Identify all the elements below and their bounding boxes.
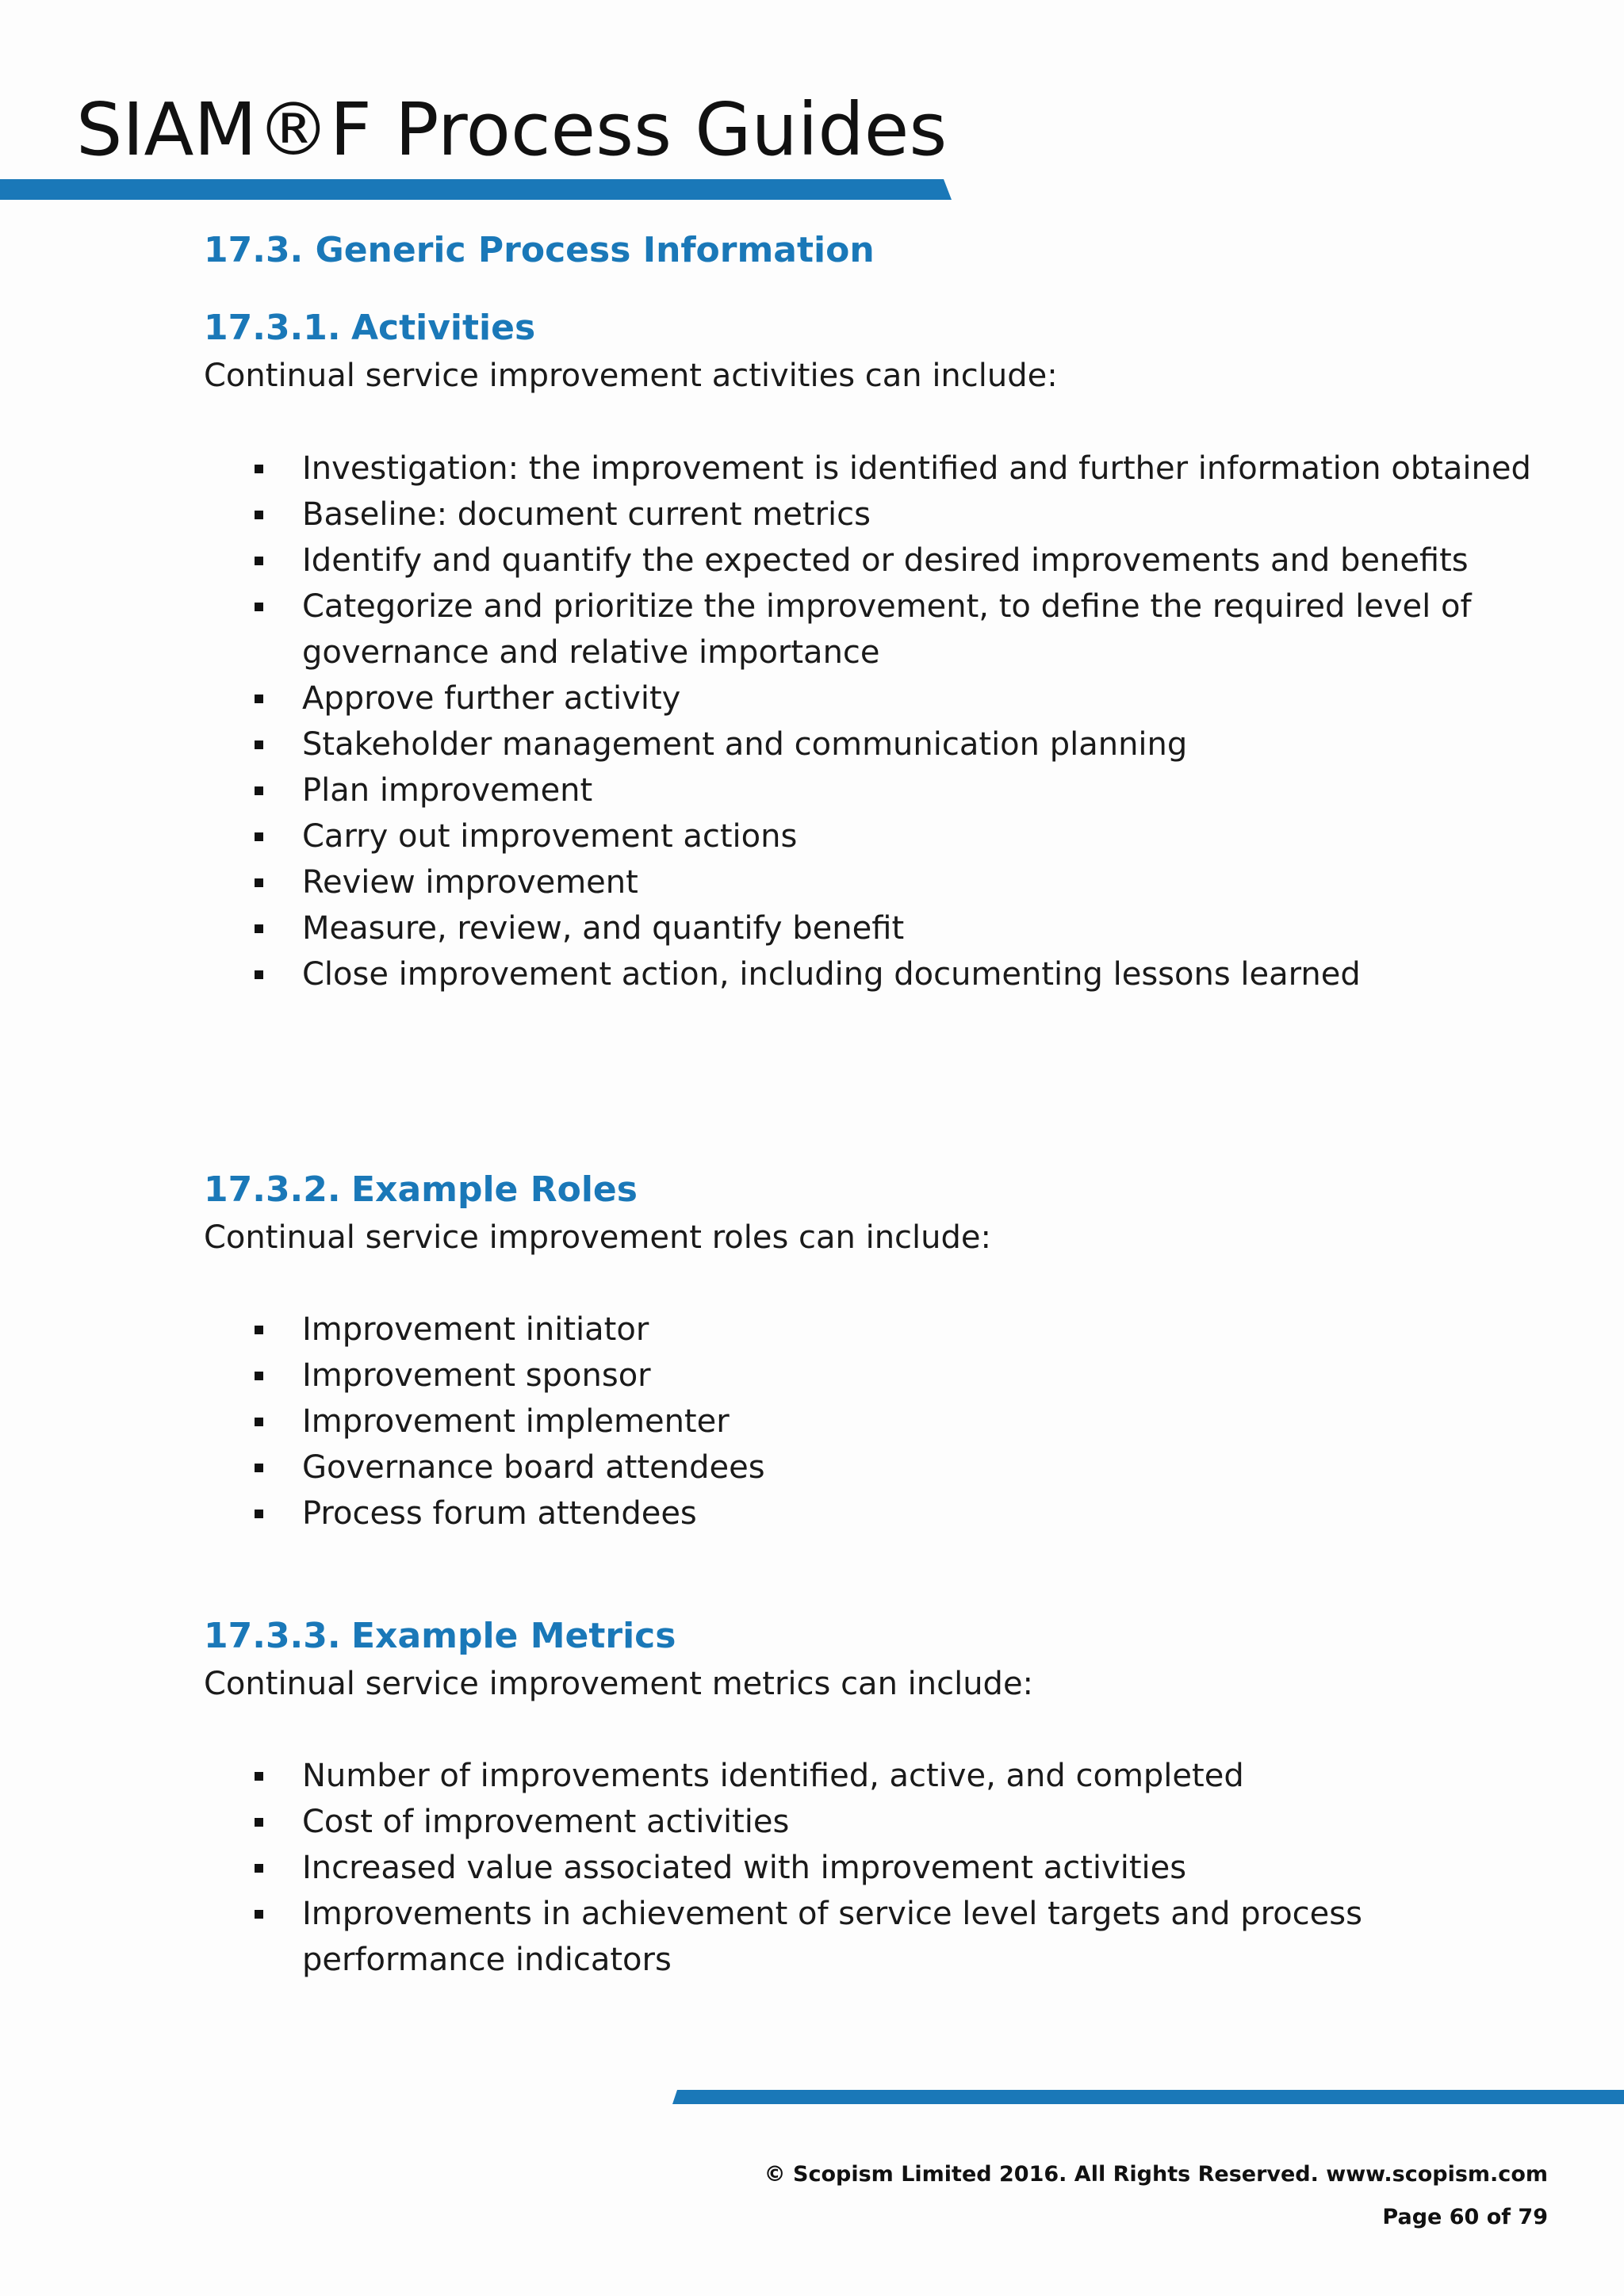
header-accent-bar: [0, 179, 952, 200]
list-item-text: Measure, review, and quantify benefit: [302, 910, 905, 947]
list-item-text: Investigation: the improvement is identified and further information obtained: [302, 450, 1531, 487]
activities-title: Activities: [351, 308, 536, 348]
list-item: [204, 1445, 1539, 1490]
list-item: [204, 1399, 1539, 1445]
list-item: [204, 492, 1539, 538]
document-title: SIAM®F Process Guides: [76, 87, 948, 172]
list-item-text: Approve further activity: [302, 680, 681, 717]
footer-page-number: Page 60 of 79: [1382, 2205, 1548, 2229]
list-item-text: Increased value associated with improvement activities: [302, 1850, 1187, 1886]
list-item-text: Improvement implementer: [302, 1403, 730, 1440]
square-bullet-icon: [255, 465, 263, 473]
square-bullet-icon: [255, 1772, 263, 1781]
list-item: [204, 1845, 1539, 1891]
square-bullet-icon: [255, 832, 263, 841]
list-item: [204, 584, 1539, 675]
list-item-text: Improvement sponsor: [302, 1357, 651, 1394]
square-bullet-icon: [255, 878, 263, 887]
square-bullet-icon: [255, 1372, 263, 1380]
list-item-text: Baseline: document current metrics: [302, 496, 871, 533]
roles-number: 17.3.2.: [204, 1169, 341, 1210]
square-bullet-icon: [255, 511, 263, 519]
list-item: [204, 1753, 1539, 1799]
square-bullet-icon: [255, 1864, 263, 1873]
square-bullet-icon: [255, 1418, 263, 1426]
metrics-number: 17.3.3.: [204, 1616, 341, 1656]
section-heading: 17.3. Generic Process Information: [204, 230, 875, 270]
list-item: [204, 859, 1539, 905]
square-bullet-icon: [255, 603, 263, 611]
footer-accent-bar: [672, 2090, 1624, 2104]
list-item: [204, 675, 1539, 721]
list-item: [204, 721, 1539, 767]
square-bullet-icon: [255, 1510, 263, 1518]
list-item: [204, 1307, 1539, 1353]
square-bullet-icon: [255, 786, 263, 795]
list-item-text: Categorize and prioritize the improvement, to define the required level of governance and relative importance: [302, 588, 1472, 671]
square-bullet-icon: [255, 740, 263, 749]
list-item-text: Close improvement action, including documenting lessons learned: [302, 956, 1361, 993]
activities-intro: Continual service improvement activities can include:: [204, 358, 1058, 394]
square-bullet-icon: [255, 1326, 263, 1334]
list-item: [204, 446, 1539, 492]
list-item: [204, 767, 1539, 813]
list-item: [204, 538, 1539, 584]
list-item: [204, 1353, 1539, 1399]
square-bullet-icon: [255, 1818, 263, 1827]
metrics-title: Example Metrics: [351, 1616, 676, 1656]
list-item: [204, 905, 1539, 951]
list-item-text: Process forum attendees: [302, 1495, 697, 1532]
square-bullet-icon: [255, 695, 263, 703]
list-item-text: Review improvement: [302, 864, 638, 901]
list-item: [204, 813, 1539, 859]
square-bullet-icon: [255, 1464, 263, 1472]
list-item-text: Improvements in achievement of service level targets and process performance indicators: [302, 1896, 1362, 1978]
activities-number: 17.3.1.: [204, 308, 341, 348]
list-item-text: Plan improvement: [302, 772, 593, 809]
list-item-text: Carry out improvement actions: [302, 818, 798, 855]
metrics-heading: [204, 1616, 676, 1656]
square-bullet-icon: [255, 1910, 263, 1919]
list-item-text: Number of improvements identified, active, and completed: [302, 1758, 1244, 1794]
list-item-text: Governance board attendees: [302, 1449, 765, 1486]
activities-heading: [204, 308, 536, 348]
metrics-intro: Continual service improvement metrics can include:: [204, 1666, 1034, 1702]
list-item-text: Improvement initiator: [302, 1311, 649, 1348]
metrics-list: [204, 1753, 1568, 1983]
square-bullet-icon: [255, 924, 263, 933]
list-item: [204, 1490, 1539, 1536]
roles-heading: [204, 1169, 638, 1210]
list-item-text: Stakeholder management and communication planning: [302, 726, 1188, 763]
list-item: [204, 951, 1539, 997]
roles-title: Example Roles: [351, 1169, 638, 1210]
list-item: [204, 1891, 1539, 1983]
square-bullet-icon: [255, 970, 263, 979]
roles-intro: Continual service improvement roles can include:: [204, 1219, 991, 1256]
list-item-text: Cost of improvement activities: [302, 1804, 790, 1840]
list-item-text: Identify and quantify the expected or desired improvements and benefits: [302, 542, 1469, 579]
footer-copyright: © Scopism Limited 2016. All Rights Reserved. www.scopism.com: [764, 2162, 1548, 2187]
square-bullet-icon: [255, 557, 263, 565]
activities-list: [204, 446, 1568, 997]
roles-list: [204, 1307, 1568, 1536]
list-item: [204, 1799, 1539, 1845]
